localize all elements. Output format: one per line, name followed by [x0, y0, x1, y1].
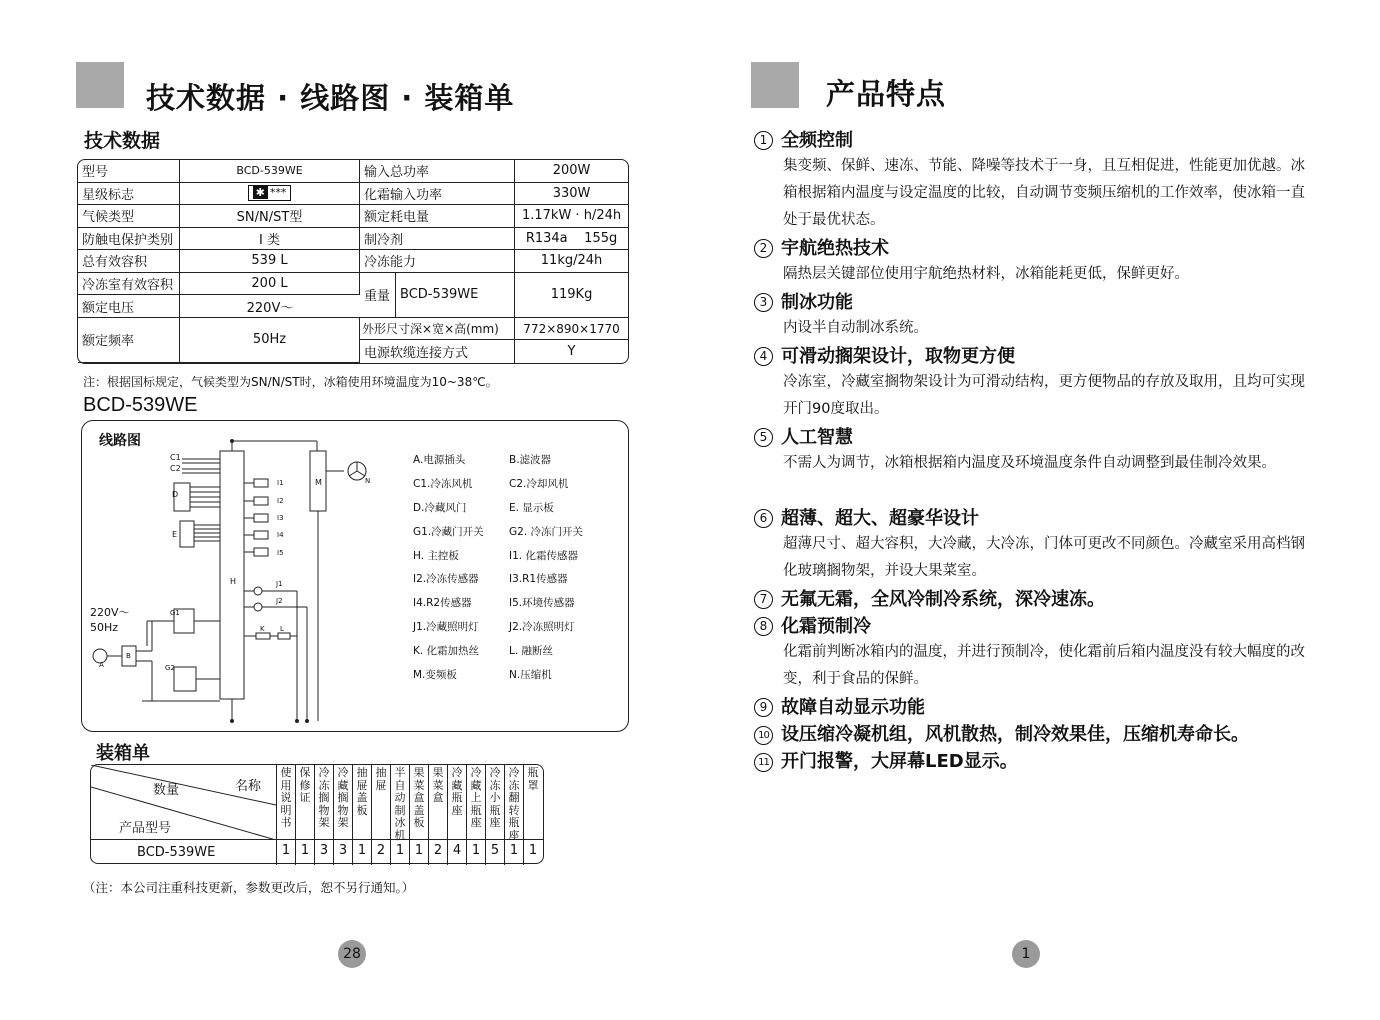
climate-note: 注：根据国标规定，气候类型为SN/N/ST时，冰箱使用环境温度为10~38℃。 — [83, 375, 498, 389]
packing-qty: 4 — [452, 843, 462, 858]
spec-value: SN/N/ST型 — [180, 205, 360, 228]
feature-heading — [754, 288, 853, 314]
feature-number: 9 — [754, 698, 773, 717]
feature-description: 冷冻室，冷藏室搁物架设计为可滑动结构，更方便物品的存放及取用，且均可实现开门90度取出。 — [783, 374, 1305, 417]
page-number-right: 1 — [1012, 940, 1040, 968]
spec-key: 冷冻室有效容积 — [78, 273, 180, 296]
spec-key: 冷冻能力 — [360, 250, 515, 273]
packing-qty: 1 — [395, 843, 405, 858]
legend-item: C2.冷却风机 — [509, 478, 569, 490]
feature-title: 全频控制 — [781, 130, 853, 151]
spec-row — [78, 183, 628, 206]
label-i5: I5 — [277, 549, 284, 557]
label-j2: J2 — [276, 597, 283, 605]
packing-col-header: 冷 冻 翻 转 瓶 座 — [508, 766, 520, 842]
label-m: M — [315, 478, 322, 487]
packing-col-header: 冷 藏 上 瓶 座 — [470, 766, 482, 829]
spec-key: 重量 — [360, 273, 396, 318]
legend-item: G1.冷藏门开关 — [413, 526, 484, 538]
spec-value: 50Hz — [180, 318, 360, 363]
feature-description: 隔热层关键部位使用宇航绝热材料，冰箱能耗更低，保鲜更好。 — [783, 266, 1189, 282]
packing-qty: 2 — [433, 843, 443, 858]
label-i1: I1 — [277, 479, 284, 487]
legend-item: I1. 化霜传感器 — [509, 550, 578, 562]
spec-value: 330W — [515, 183, 628, 206]
legend-item: I3.R1传感器 — [509, 573, 568, 585]
spec-value: 220V～ — [180, 295, 360, 318]
feature-heading — [754, 126, 853, 152]
packing-col-header: 冷 冻 搁 物 架 — [318, 766, 330, 829]
spec-row — [78, 160, 628, 183]
feature-number: 11 — [754, 753, 773, 772]
model-label: BCD-539WE — [83, 394, 198, 416]
feature-heading — [754, 720, 1249, 746]
packing-col-header: 冷 藏 瓶 座 — [451, 766, 463, 817]
title-marker — [751, 62, 799, 108]
feature-number: 3 — [754, 293, 773, 312]
feature-title: 人工智慧 — [781, 427, 853, 448]
snowflake-icon: ✱ — [253, 186, 268, 199]
label-b: B — [126, 652, 131, 660]
feature-number: 6 — [754, 509, 773, 528]
spec-key: 化霜输入功率 — [360, 183, 515, 206]
star-rating-value: *** — [269, 186, 287, 200]
spec-row — [78, 228, 628, 251]
packing-table — [90, 764, 544, 864]
packing-col-header: 使 用 说 明 书 — [280, 766, 292, 829]
feature-description: 化霜前判断冰箱内的温度，并进行预制冷，使化霜前后箱内温度没有较大幅度的改变，利于食品的保鲜。 — [783, 644, 1305, 687]
feature-heading — [754, 423, 853, 449]
legend-item: N.压缩机 — [509, 669, 552, 681]
legend-item: M.变频板 — [413, 669, 457, 681]
feature-description: 不需人为调节，冰箱根据箱内温度及环境温度条件自动调整到最佳制冷效果。 — [783, 455, 1276, 471]
spec-value: 11kg/24h — [515, 250, 628, 273]
label-k: K — [260, 625, 265, 633]
main-board — [220, 451, 244, 699]
label-c2: C2 — [170, 464, 181, 473]
packing-qty: 2 — [376, 843, 386, 858]
legend-item: L. 融断丝 — [509, 645, 554, 657]
spec-key: 额定频率 — [78, 318, 180, 363]
label-d: D — [172, 490, 179, 499]
star-rating-badge — [248, 185, 292, 201]
corner-qty: 数量 — [153, 783, 180, 798]
legend-item: B.滤波器 — [509, 454, 552, 466]
feature-title: 无氟无霜，全风冷制冷系统，深冷速冻。 — [781, 589, 1105, 610]
feature-title: 化霜预制冷 — [781, 616, 871, 637]
feature-description: 超薄尺寸、超大容积，大冷藏，大冷冻，门体可更改不同颜色。冷藏室采用高档钢化玻璃搁物架，并设大果菜室。 — [783, 536, 1305, 579]
feature-number: 7 — [754, 590, 773, 609]
packing-col-header: 保 修 证 — [299, 766, 311, 804]
spec-row — [78, 273, 628, 296]
legend-item: E. 显示板 — [509, 502, 554, 514]
feature-heading — [754, 585, 1105, 611]
spec-key: 电源软缆连接方式 — [360, 340, 515, 363]
title-marker — [76, 62, 124, 108]
spec-value: 200 L — [180, 273, 360, 296]
feature-heading — [754, 234, 889, 260]
packing-qty: 1 — [528, 843, 538, 858]
tech-data-heading: 技术数据 — [84, 130, 161, 152]
packing-qty: 3 — [319, 843, 329, 858]
label-c1: C1 — [170, 453, 181, 462]
feature-description: 集变频、保鲜、速冻、节能、降噪等技术于一身，且互相促进，性能更加优越。冰箱根据箱内温度与设定温度的比较，自动调节变频压缩机的工作效率，使冰箱一直处于最优状态。 — [783, 158, 1305, 228]
packing-qty: 1 — [300, 843, 310, 858]
packing-col-header: 抽 屉 — [375, 766, 387, 792]
feature-title: 可滑动搁架设计，取物更方便 — [781, 346, 1015, 367]
spec-weight-model: BCD-539WE — [396, 273, 515, 318]
feature-description: 内设半自动制冰系统。 — [783, 320, 928, 336]
spec-value: Y — [567, 344, 576, 360]
page-number-left: 28 — [338, 940, 366, 968]
packing-qty: 1 — [357, 843, 367, 858]
feature-number: 10 — [754, 726, 773, 745]
feature-number: 5 — [754, 428, 773, 447]
packing-qty: 1 — [471, 843, 481, 858]
feature-heading — [754, 504, 979, 530]
packing-col-header: 冷 藏 搁 物 架 — [337, 766, 349, 829]
packing-qty: 1 — [414, 843, 424, 858]
spec-key: 额定耗电量 — [360, 205, 515, 228]
packing-col-header: 冷 冻 小 瓶 座 — [489, 766, 501, 829]
corner-name: 名称 — [235, 779, 262, 794]
packing-qty: 1 — [509, 843, 519, 858]
label-g2: G2 — [165, 664, 175, 672]
spec-key: 制冷剂 — [360, 228, 515, 251]
feature-number: 8 — [754, 617, 773, 636]
packing-col-header: 抽 屉 盖 板 — [356, 766, 368, 817]
legend-item: C1.冷冻风机 — [413, 478, 473, 490]
spec-key: 额定电压 — [78, 295, 180, 318]
packing-heading: 装箱单 — [96, 743, 150, 764]
label-j1: J1 — [276, 580, 283, 588]
legend-item: K. 化霜加热丝 — [413, 645, 480, 657]
spec-key: 总有效容积 — [78, 250, 180, 273]
packing-col-header: 果 菜 盒 盖 板 — [413, 766, 425, 829]
legend-item: I4.R2传感器 — [413, 597, 472, 609]
spec-row — [78, 318, 628, 341]
spec-key: 防触电保护类别 — [78, 228, 180, 251]
legend-item: I5.环境传感器 — [509, 597, 575, 609]
label-g1: G1 — [170, 609, 180, 617]
legend-item: H. 主控板 — [413, 550, 459, 562]
corner-model: 产品型号 — [119, 821, 172, 836]
label-n: N — [365, 477, 371, 485]
feature-title: 设压缩冷凝机组，风机散热，制冷效果佳，压缩机寿命长。 — [781, 724, 1249, 745]
spec-row — [78, 205, 628, 228]
legend-item: A.电源插头 — [413, 454, 466, 466]
feature-heading — [754, 612, 871, 638]
feature-title: 宇航绝热技术 — [781, 238, 889, 259]
spec-key: 气候类型 — [78, 205, 180, 228]
legend-item: I2.冷冻传感器 — [413, 573, 479, 585]
feature-heading — [754, 747, 1018, 773]
feature-heading — [754, 693, 925, 719]
circuit-diagram — [82, 421, 382, 731]
packing-qty: 1 — [281, 843, 291, 858]
label-l: L — [280, 625, 284, 633]
packing-divider — [91, 839, 543, 840]
feature-number: 4 — [754, 347, 773, 366]
spec-value: BCD-539WE — [180, 160, 360, 183]
circuit-title: 线路图 — [99, 433, 141, 449]
legend-item: G2. 冷冻门开关 — [509, 526, 583, 538]
label-i3: I3 — [277, 514, 284, 522]
packing-qty: 5 — [490, 843, 500, 858]
label-i2: I2 — [277, 497, 284, 505]
spec-value: 539 L — [180, 250, 360, 273]
star-rating — [180, 183, 360, 206]
legend-item: D.冷藏风门 — [413, 502, 467, 514]
packing-model: BCD-539WE — [137, 845, 216, 860]
feature-heading — [754, 342, 1015, 368]
spec-key: 外形尺寸深×宽×高(mm) — [360, 318, 515, 341]
spec-value: 772×890×1770 — [515, 318, 628, 341]
spec-row — [78, 250, 628, 273]
label-e: E — [172, 530, 178, 539]
feature-title: 开门报警，大屏幕LED显示。 — [781, 751, 1018, 772]
spec-key: 输入总功率 — [360, 160, 515, 183]
legend-item: J1.冷藏照明灯 — [413, 621, 479, 633]
feature-title: 超薄、超大、超豪华设计 — [781, 508, 979, 529]
frequency-label: 50Hz — [90, 621, 119, 634]
voltage-label: 220V～ — [90, 606, 130, 619]
legend-item: J2.冷冻照明灯 — [509, 621, 575, 633]
page-title-left: 技术数据 · 线路图 · 装箱单 — [146, 81, 515, 115]
spec-value: 119Kg — [515, 273, 628, 318]
feature-title: 故障自动显示功能 — [781, 697, 925, 718]
spec-value: Ⅰ 类 — [180, 228, 360, 251]
spec-key: 型号 — [78, 160, 180, 183]
packing-col-header: 半 自 动 制 冰 机 — [394, 766, 406, 842]
update-note: （注：本公司注重科技更新，参数更改后，恕不另行通知。） — [83, 880, 415, 895]
packing-qty: 3 — [338, 843, 348, 858]
spec-value: 1.17kW · h/24h — [515, 205, 628, 228]
page-title-right: 产品特点 — [826, 77, 947, 111]
feature-number: 1 — [754, 131, 773, 150]
spec-value: R134a 155g — [515, 228, 628, 251]
feature-number: 2 — [754, 239, 773, 258]
label-a: A — [99, 661, 104, 669]
packing-col-header: 果 菜 盒 — [432, 766, 444, 804]
label-h: H — [230, 577, 237, 586]
spec-key: 星级标志 — [78, 183, 180, 206]
spec-value: 200W — [515, 160, 628, 183]
spec-table — [77, 159, 629, 364]
label-i4: I4 — [277, 531, 284, 539]
packing-col-header: 瓶 罩 — [527, 766, 539, 792]
feature-title: 制冰功能 — [781, 292, 853, 313]
